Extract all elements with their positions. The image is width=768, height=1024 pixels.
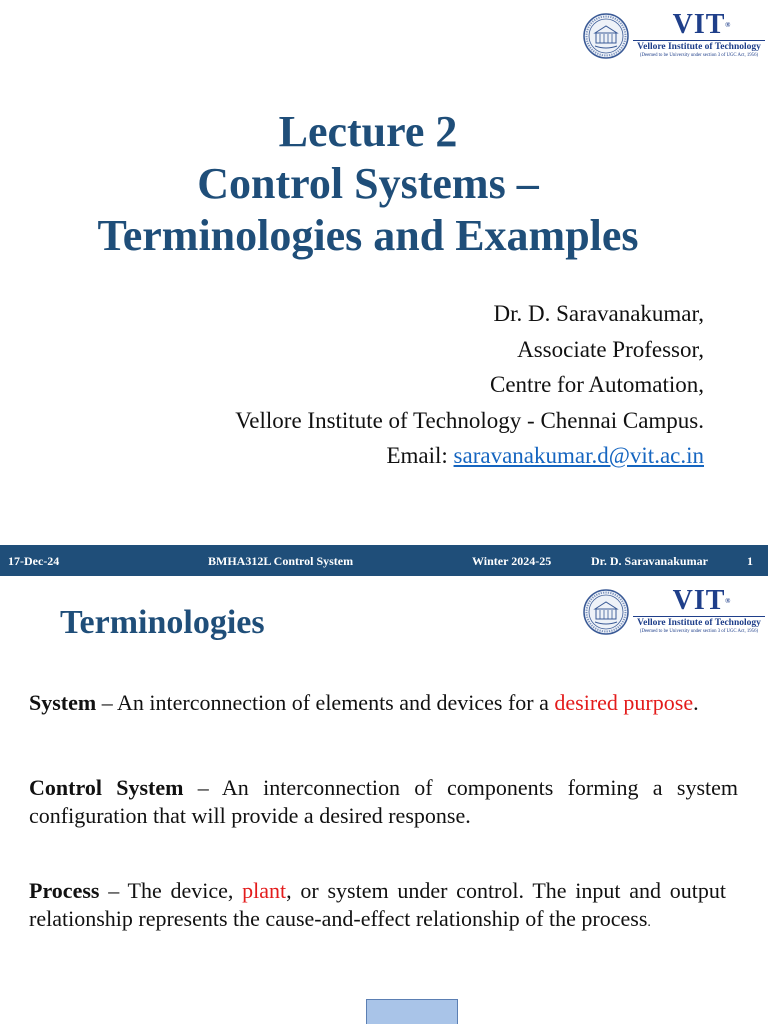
university-seal-icon bbox=[583, 589, 629, 635]
author-block bbox=[235, 296, 704, 474]
vit-logo bbox=[583, 9, 765, 59]
term-control-system: Control System bbox=[29, 775, 184, 800]
email-label: Email: bbox=[386, 443, 454, 468]
footer-author: Dr. D. Saravanakumar bbox=[591, 554, 708, 568]
slide-footer bbox=[0, 545, 768, 576]
terminologies-slide bbox=[0, 576, 768, 1024]
term-process: Process bbox=[29, 878, 100, 903]
logo-brand: VIT ® bbox=[672, 585, 732, 616]
slide-heading: Terminologies bbox=[60, 604, 265, 641]
author-email-line bbox=[235, 438, 704, 474]
email-link[interactable]: saravanakumar.d@vit.ac.in bbox=[453, 443, 704, 468]
logo-deemed-text: (Deemed to be University under section 3 of UGC Act, 1956) bbox=[639, 53, 759, 58]
logo-deemed-text: (Deemed to be University under section 3 of UGC Act, 1956) bbox=[639, 629, 759, 634]
logo-brand: VIT ® bbox=[672, 9, 732, 40]
footer-course: BMHA312L Control System bbox=[208, 554, 354, 568]
footer-date: 17-Dec-24 bbox=[8, 554, 60, 568]
university-seal-icon bbox=[583, 13, 629, 59]
highlight-desired-purpose: desired purpose bbox=[554, 690, 694, 715]
vit-logo bbox=[583, 585, 765, 635]
diagram-block bbox=[366, 999, 458, 1024]
footer-term: Winter 2024-25 bbox=[472, 554, 552, 568]
definition-control-system: Control System – An interconnection of components forming a system configuration that will provide a desired response. bbox=[29, 775, 738, 828]
definition-process: Process – The device, plant, or system under control. The input and output relationship represents the cause-and-effect relationship of the process. bbox=[29, 878, 726, 931]
author-name: Dr. D. Saravanakumar, bbox=[493, 301, 704, 326]
title-line-3: Terminologies and Examples bbox=[97, 211, 639, 260]
term-system: System bbox=[29, 690, 97, 715]
title-line-1: Lecture 2 bbox=[278, 107, 458, 156]
logo-institute: Vellore Institute of Technology bbox=[637, 618, 761, 628]
logo-institute: Vellore Institute of Technology bbox=[637, 42, 761, 52]
author-institution: Vellore Institute of Technology - Chennai Campus. bbox=[235, 407, 704, 433]
title-line-2: Control Systems – bbox=[197, 159, 539, 208]
author-role: Associate Professor, bbox=[517, 336, 704, 362]
footer-page-number: 1 bbox=[747, 554, 753, 568]
author-dept: Centre for Automation, bbox=[490, 372, 704, 397]
lecture-title bbox=[0, 106, 736, 262]
definition-system: System – An interconnection of elements and devices for a desired purpose. bbox=[29, 690, 699, 715]
highlight-plant: plant bbox=[242, 878, 287, 903]
